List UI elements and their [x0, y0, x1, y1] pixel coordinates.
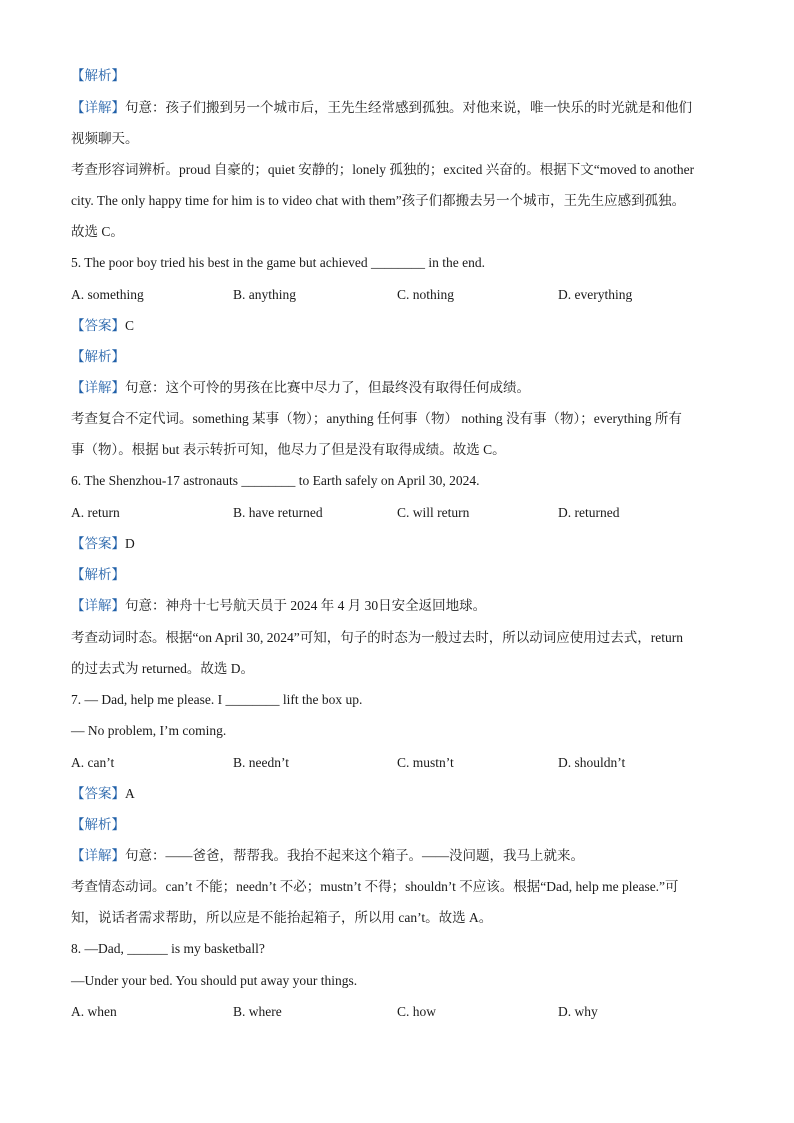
q7-option-d: D. shouldn’t: [558, 755, 626, 770]
q7-explanation-1: 考查情态动词。can’t 不能；needn’t 不必；mustn’t 不得；shouldn’t 不应该。根据“Dad, help me please.”可: [71, 879, 679, 894]
q8-option-c: C. how: [397, 1004, 437, 1019]
q8-option-d: D. why: [558, 1004, 598, 1019]
q5-answer: 【答案】C: [71, 318, 135, 333]
q6-explanation-2: 的过去式为 returned。故选 D。: [71, 661, 254, 676]
q4-explanation-3: 故选 C。: [71, 224, 124, 239]
q5-question: 5. The poor boy tried his best in the game but achieved ________ in the end.: [71, 255, 486, 270]
q7-question-reply: — No problem, I’m coming.: [71, 723, 227, 738]
q5-analysis-label: 【解析】: [71, 349, 125, 364]
q6-answer: 【答案】D: [71, 536, 135, 551]
q4-explanation-2: city. The only happy time for him is to video chat with them”孩子们都搬去另一个城市，王先生应感到孤独。: [71, 193, 686, 208]
q5-option-c: C. nothing: [397, 287, 455, 302]
q5-option-a: A. something: [71, 287, 144, 302]
q8-question: 8. —Dad, ______ is my basketball?: [71, 941, 265, 956]
q7-option-c: C. mustn’t: [397, 755, 454, 770]
q5-option-d: D. everything: [558, 287, 633, 302]
q5-explanation-1: 考查复合不定代词。something 某事（物）；anything 任何事（物） nothing 没有事（物）；everything 所有: [71, 411, 682, 426]
analysis-label: 【解析】: [71, 68, 125, 83]
q6-option-c: C. will return: [397, 505, 470, 520]
q4-detail: 【详解】句意：孩子们搬到另一个城市后，王先生经常感到孤独。对他来说，唯一快乐的时光就是和他们: [71, 100, 692, 115]
q6-question: 6. The Shenzhou-17 astronauts ________ to Earth safely on April 30, 2024.: [71, 473, 480, 488]
q5-explanation-2: 事（物）。根据 but 表示转折可知，他尽力了但是没有取得成绩。故选 C。: [71, 442, 506, 457]
q6-option-b: B. have returned: [233, 505, 323, 520]
q4-explanation-1: 考查形容词辨析。proud 自豪的；quiet 安静的；lonely 孤独的；excited 兴奋的。根据下文“moved to another: [71, 162, 695, 177]
q7-question: 7. — Dad, help me please. I ________ lift the box up.: [71, 692, 363, 707]
q5-option-b: B. anything: [233, 287, 296, 302]
q8-question-reply: —Under your bed. You should put away your things.: [71, 973, 358, 988]
q7-answer: 【答案】A: [71, 786, 135, 801]
q7-explanation-2: 知，说话者需求帮助，所以应是不能抬起箱子，所以用 can’t。故选 A。: [71, 910, 493, 925]
q5-detail: 【详解】句意：这个可怜的男孩在比赛中尽力了，但最终没有取得任何成绩。: [71, 380, 530, 395]
q7-detail: 【详解】句意：——爸爸，帮帮我。我抬不起来这个箱子。——没问题，我马上就来。: [71, 848, 584, 863]
q6-detail: 【详解】句意：神舟十七号航天员于 2024 年 4 月 30日安全返回地球。: [71, 598, 487, 613]
q8-option-a: A. when: [71, 1004, 117, 1019]
q6-option-d: D. returned: [558, 505, 620, 520]
q6-analysis-label: 【解析】: [71, 567, 125, 582]
q7-option-b: B. needn’t: [233, 755, 289, 770]
q8-option-b: B. where: [233, 1004, 282, 1019]
q6-explanation-1: 考查动词时态。根据“on April 30, 2024”可知，句子的时态为一般过去时，所以动词应使用过去式，return: [71, 630, 683, 645]
q6-option-a: A. return: [71, 505, 120, 520]
q7-option-a: A. can’t: [71, 755, 115, 770]
q7-analysis-label: 【解析】: [71, 817, 125, 832]
q4-detail-cont: 视频聊天。: [71, 131, 139, 146]
